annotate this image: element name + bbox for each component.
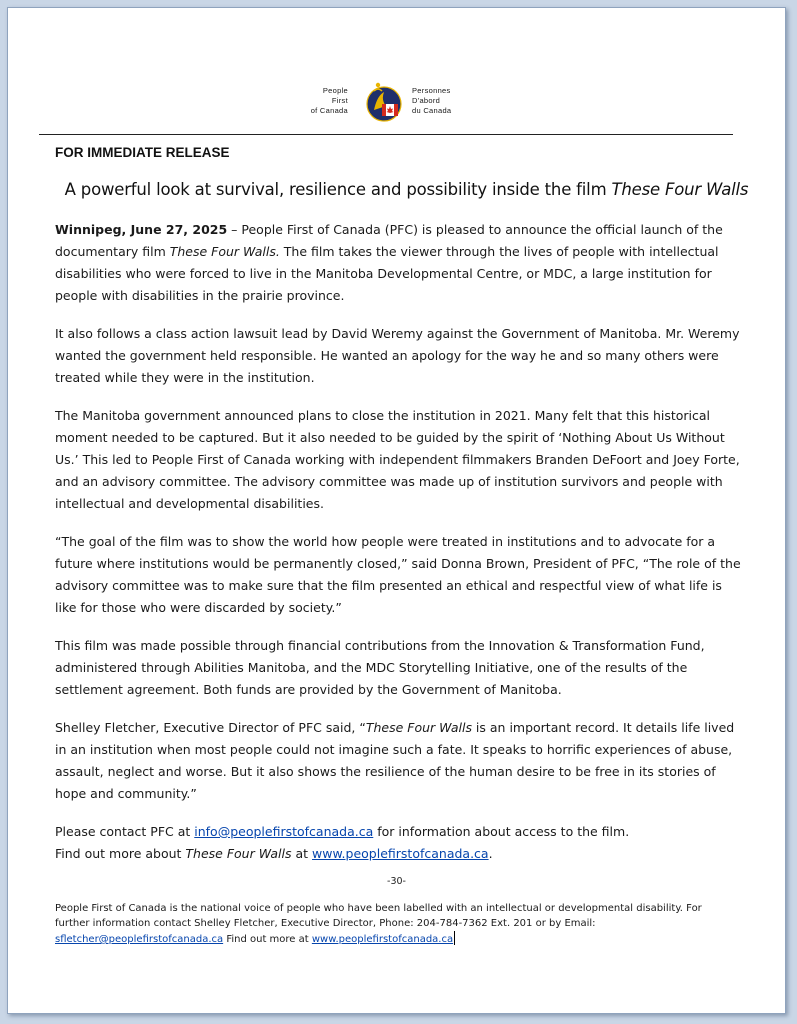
text-cursor: [454, 931, 455, 945]
footer-boilerplate: [55, 901, 725, 947]
paragraph-1: [55, 219, 745, 307]
logo-en-line-2: First: [331, 96, 348, 105]
page-title: [8, 180, 797, 199]
paragraph-3: The Manitoba government announced plans to close the institution in 2021. Many felt that this historical moment needed to be captured. But it also needed to be guided by the spirit of ‘Nothing About Us Without Us.’ This led to People First of Canada working with independent filmmakers Branden DeFoort and Joey Forte, and an advisory committee. The advisory committee was made up of institution survivors and people with intellectual and developmental disabilities.: [55, 408, 740, 511]
pfc-logo: [8, 80, 785, 124]
logo-en-line-3: of Canada: [310, 106, 348, 115]
paragraph-6-text-b: is an important record. It details life lived in an institution when most people could not imagine such a fate. It speaks to horrific experiences of abuse, assault, neglect and worse. But it also shows the resilience of the human desire to be free in its stories of hope and community.”: [55, 720, 735, 801]
headline-film-title: These Four Walls: [611, 180, 749, 199]
dateline: Winnipeg, June 27, 2025: [55, 222, 228, 237]
logo-fr-line-2: D'abord: [412, 96, 441, 105]
paragraph-6-text-a: Shelley Fletcher, Executive Director of PFC said, “: [55, 720, 366, 735]
footer-text: People First of Canada is the national voice of people who have been labelled with an intellectual or developmental disability. For further information contact Shelley Fletcher, Executive Director, Phone: 204-784-7362 Ext. 201 or by Email:: [55, 903, 702, 929]
paragraph-8-text-b: at: [291, 846, 313, 861]
press-release-body: [55, 219, 745, 865]
paragraph-1-text-b: The film takes the viewer through the lives of people with intellectual disabilities who were forced to live in the Manitoba Developmental Centre, or MDC, a large institution for people with disabilities in the prairie province.: [55, 244, 719, 303]
logo-text-english: [248, 86, 348, 116]
logo-emblem-icon: [364, 80, 404, 124]
headline-text: A powerful look at survival, resilience and possibility inside the film: [64, 180, 612, 199]
paragraph-6: [55, 717, 745, 805]
paragraph-5: This film was made possible through financial contributions from the Innovation & Transformation Fund, administered through Abilities Manitoba, and the MDC Storytelling Initiative, one of the results of the settlement agreement. Both funds are provided by the Government of Manitoba.: [55, 638, 705, 697]
film-title: These Four Walls.: [169, 244, 280, 259]
paragraph-7-text-a: Please contact PFC at: [55, 824, 195, 839]
film-title: These Four Walls: [185, 846, 292, 861]
footer-email-link[interactable]: sfletcher@peoplefirstofcanada.ca: [55, 934, 224, 945]
film-title: These Four Walls: [365, 720, 472, 735]
logo-fr-line-3: du Canada: [412, 106, 452, 115]
logo-fr-line-1: Personnes: [412, 86, 451, 95]
release-label: FOR IMMEDIATE RELEASE: [55, 145, 230, 160]
paragraph-8: [55, 843, 745, 865]
paragraph-2: It also follows a class action lawsuit lead by David Weremy against the Government of Manitoba. Mr. Weremy wanted the government held responsible. He wanted an apology for the way he and so many others were treated while they were in the institution.: [55, 326, 740, 385]
paragraph-7: [55, 821, 745, 843]
paragraph-8-text-c: .: [488, 846, 493, 861]
paragraph-4: “The goal of the film was to show the world how people were treated in institutions and to advocate for a future where institutions would be permanently closed,” said Donna Brown, President of PFC, “The role of the advisory committee was to make sure that the film presented an ethical and respectful view of what life is like for those who were discarded by society.”: [55, 534, 741, 615]
logo-en-line-1: People: [322, 86, 348, 95]
info-email-link[interactable]: info@peoplefirstofcanada.ca: [194, 824, 374, 839]
header-divider: [39, 134, 733, 135]
footer-text-mid: Find out more at: [223, 934, 312, 945]
paragraph-1-text-a: – People First of Canada (PFC) is pleased to announce the official launch of the documentary film: [55, 222, 723, 259]
paragraph-7-text-b: for information about access to the film.: [373, 824, 630, 839]
footer-website-link[interactable]: www.peoplefirstofcanada.ca: [311, 934, 454, 945]
document-page: [7, 7, 786, 1014]
paragraph-8-text-a: Find out more about: [55, 846, 186, 861]
logo-text-french: [412, 86, 512, 116]
website-link[interactable]: www.peoplefirstofcanada.ca: [312, 846, 489, 861]
end-mark: -30-: [387, 876, 406, 887]
